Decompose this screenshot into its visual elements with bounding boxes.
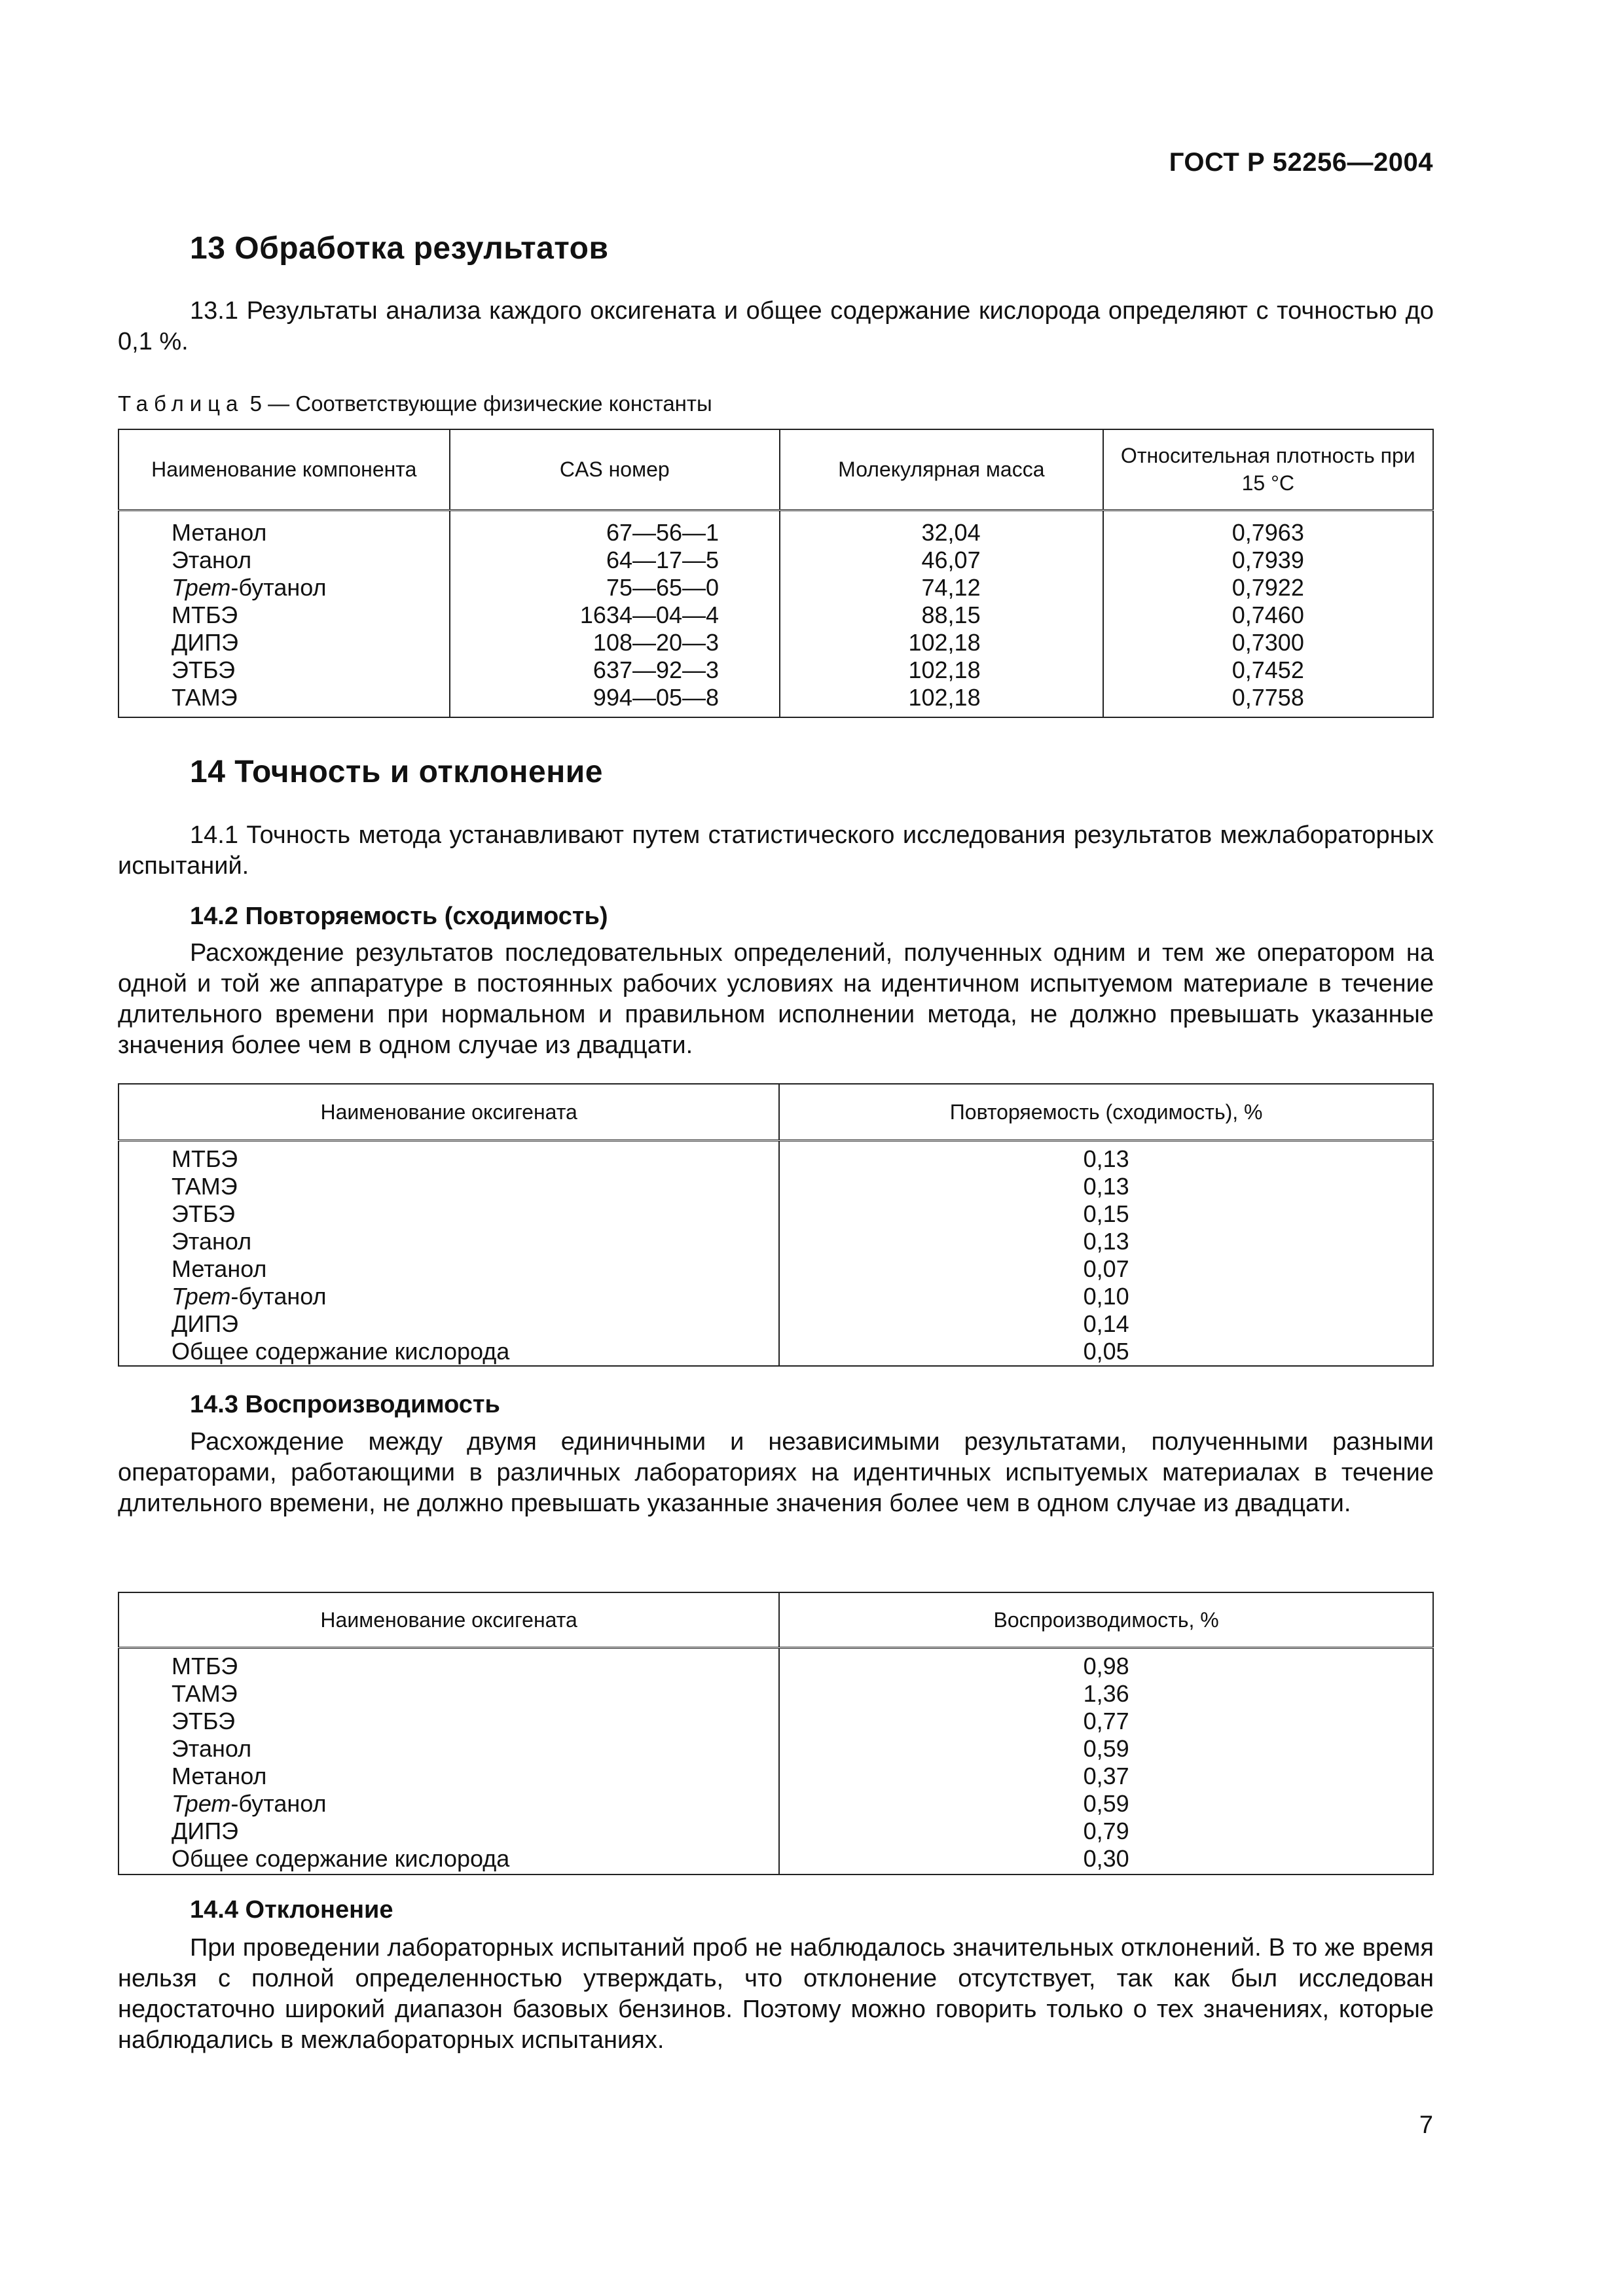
densities: [1103, 510, 1433, 717]
section-14-1-paragraph: 14.1 Точность метода устанавливают путем статистического исследования результатов межлабораторных испытаний.: [118, 821, 1434, 880]
section-14-2-paragraph: Расхождение результатов последовательных определений, полученных одним и тем же оператором на одной и той же аппаратуре в постоянных рабочих условиях на идентичном испытуемом материале в течение длительного времени при нормальном и правильном исполнении метода, не должно превышать указанные значения более чем в одном случае из двадцати.: [118, 939, 1434, 1059]
standard-code: ГОСТ Р 52256—2004: [1169, 148, 1433, 177]
table-caption-prefix: Таблица: [118, 391, 244, 416]
row-name-text: МТБЭ: [172, 1145, 238, 1172]
row-name-text: Общее содержание кислорода: [172, 1844, 510, 1872]
repeatability-value: 0,13: [1083, 1145, 1129, 1172]
row-name: [172, 1735, 778, 1763]
row-name: [172, 1145, 778, 1173]
row-name-text: МТБЭ: [172, 601, 238, 628]
repeatability-value: 0,13: [1083, 1172, 1129, 1200]
row-name-text: ТАМЭ: [172, 683, 238, 711]
molar-mass: 102,18: [908, 628, 981, 656]
cas-number: 108—20—3: [593, 628, 720, 656]
molar-mass: 32,04: [921, 518, 981, 546]
row-name-italic: Трет: [172, 573, 231, 601]
row-name: [172, 574, 449, 601]
cas-number: 67—56—1: [606, 518, 720, 546]
row-name-text: Метанол: [172, 1255, 267, 1282]
row-name: [172, 1653, 778, 1680]
section-14-4-paragraph: При проведении лабораторных испытаний проб не наблюдалось значительных отклонений. В то же время нельзя с полной определенностью утверждать, что отклонение отсутствует, так как был исследован недостаточно широкий диапазон базовых бензинов. Поэтому можно говорить только о тех значениях, которые наблюдались в межлабораторных испытаниях.: [118, 1934, 1434, 2054]
page-number: 7: [1419, 2111, 1433, 2139]
repeatability-value: 0,10: [1083, 1282, 1129, 1310]
row-name-text: ТАМЭ: [172, 1679, 238, 1707]
repeatability-value: 0,13: [1083, 1227, 1129, 1255]
section-14-title: 14 Точность и отклонение: [190, 755, 603, 789]
section-13-1-paragraph: 13.1 Результаты анализа каждого оксигената и общее содержание кислорода определяют с точностью до 0,1 %.: [118, 297, 1434, 355]
row-name-text: Этанол: [172, 1227, 252, 1255]
column-header-density: Относительная плотность при 15 °С: [1103, 429, 1433, 510]
row-name-text: ДИПЭ: [172, 628, 239, 656]
density-value: 0,7922: [1231, 573, 1304, 601]
row-name: [172, 1200, 778, 1228]
cas-number: 1634—04—4: [579, 601, 720, 628]
row-name-text: -бутанол: [230, 573, 327, 601]
row-name-text: Метанол: [172, 1762, 267, 1789]
row-name: [172, 684, 449, 711]
density-value: 0,7452: [1231, 656, 1304, 683]
row-name: [172, 1845, 778, 1873]
section-14-3-title: 14.3 Воспроизводимость: [190, 1391, 500, 1418]
molar-masses: [780, 510, 1103, 717]
row-name: [172, 1708, 778, 1735]
table-caption-text: 5 — Соответствующие физические константы: [249, 391, 712, 416]
row-name: [172, 1763, 778, 1790]
oxygenate-names: [119, 1140, 779, 1366]
molar-mass: 102,18: [908, 683, 981, 711]
repeatability-value: 0,07: [1083, 1255, 1129, 1282]
cas-number: 637—92—3: [593, 656, 720, 683]
column-header-molar-mass: Молекулярная масса: [780, 429, 1103, 510]
constants-table: [118, 429, 1434, 718]
repeatability-value: 0,05: [1083, 1337, 1129, 1365]
reproducibility-value: 0,30: [1083, 1844, 1129, 1872]
row-name: [172, 1255, 778, 1283]
row-name: [172, 601, 449, 629]
row-name: [172, 1310, 778, 1338]
row-name-text: ЭТБЭ: [172, 656, 235, 683]
column-header-repeatability: Повторяемость (сходимость), %: [779, 1084, 1433, 1140]
row-name: [172, 1283, 778, 1310]
reproducibility-value: 0,59: [1083, 1789, 1129, 1817]
table-5-caption: [118, 391, 712, 416]
row-name-text: Метанол: [172, 518, 267, 546]
reproducibility-value: 0,77: [1083, 1707, 1129, 1734]
column-header-oxygenate: Наименование оксигената: [119, 1084, 779, 1140]
section-13-title: 13 Обработка результатов: [190, 231, 609, 266]
reproducibility-values: [779, 1647, 1433, 1874]
row-name-text: ДИПЭ: [172, 1310, 239, 1337]
column-header-reproducibility: Воспроизводимость, %: [779, 1592, 1433, 1647]
section-14-2-title: 14.2 Повторяемость (сходимость): [190, 903, 608, 930]
molar-mass: 102,18: [908, 656, 981, 683]
row-name: [172, 1173, 778, 1200]
row-name-text: МТБЭ: [172, 1652, 238, 1679]
cas-number: 64—17—5: [606, 546, 720, 573]
column-header-component: Наименование компонента: [119, 429, 450, 510]
cas-numbers: [450, 510, 780, 717]
density-value: 0,7300: [1231, 628, 1304, 656]
density-value: 0,7963: [1231, 518, 1304, 546]
density-value: 0,7939: [1231, 546, 1304, 573]
row-name-text: ДИПЭ: [172, 1817, 239, 1844]
reproducibility-value: 0,37: [1083, 1762, 1129, 1789]
repeatability-value: 0,15: [1083, 1200, 1129, 1227]
row-name-text: ЭТБЭ: [172, 1200, 235, 1227]
row-name-italic: Трет: [172, 1789, 231, 1817]
density-value: 0,7460: [1231, 601, 1304, 628]
component-names: [119, 510, 450, 717]
row-name: [172, 656, 449, 684]
column-header-oxygenate: Наименование оксигената: [119, 1592, 779, 1647]
oxygenate-names: [119, 1647, 779, 1874]
row-name-text: Этанол: [172, 546, 252, 573]
row-name: [172, 1818, 778, 1845]
reproducibility-value: 0,98: [1083, 1652, 1129, 1679]
row-name: [172, 1338, 778, 1365]
row-name: [172, 547, 449, 574]
molar-mass: 74,12: [921, 573, 981, 601]
reproducibility-table: [118, 1592, 1434, 1875]
row-name: [172, 1680, 778, 1708]
repeatability-value: 0,14: [1083, 1310, 1129, 1337]
reproducibility-value: 0,59: [1083, 1734, 1129, 1762]
cas-number: 75—65—0: [606, 573, 720, 601]
row-name-text: Общее содержание кислорода: [172, 1337, 510, 1365]
column-header-cas: CAS номер: [450, 429, 780, 510]
row-name: [172, 1790, 778, 1818]
molar-mass: 88,15: [921, 601, 981, 628]
section-14-4-title: 14.4 Отклонение: [190, 1896, 393, 1924]
reproducibility-value: 1,36: [1083, 1679, 1129, 1707]
row-name-text: ТАМЭ: [172, 1172, 238, 1200]
row-name-text: ЭТБЭ: [172, 1707, 235, 1734]
row-name-italic: Трет: [172, 1282, 231, 1310]
repeatability-values: [779, 1140, 1433, 1366]
row-name: [172, 1228, 778, 1255]
reproducibility-value: 0,79: [1083, 1817, 1129, 1844]
row-name: [172, 629, 449, 656]
cas-number: 994—05—8: [593, 683, 720, 711]
row-name-text: -бутанол: [230, 1282, 327, 1310]
row-name: [172, 519, 449, 547]
row-name-text: Этанол: [172, 1734, 252, 1762]
repeatability-table: [118, 1083, 1434, 1367]
density-value: 0,7758: [1231, 683, 1304, 711]
section-14-3-paragraph: Расхождение между двумя единичными и независимыми результатами, полученными разными операторами, работающими в различных лабораториях на идентичных испытуемых материалах в течение длительного времени, не должно превышать указанные значения более чем в одном случае из двадцати.: [118, 1428, 1434, 1517]
molar-mass: 46,07: [921, 546, 981, 573]
row-name-text: -бутанол: [230, 1789, 327, 1817]
